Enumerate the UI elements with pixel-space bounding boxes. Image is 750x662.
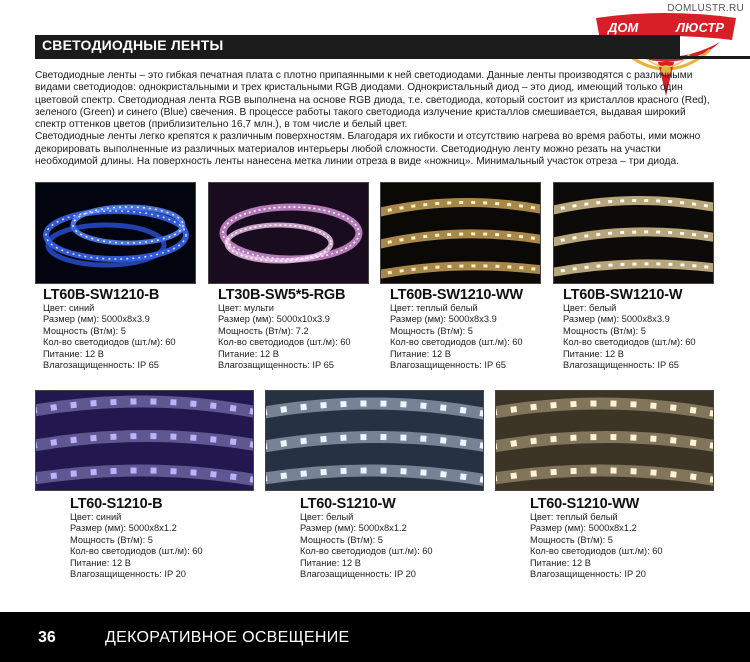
intro-paragraph-1: Светодиодные ленты – это гибкая печатная плата с плотно припаянными к ней светодиодами. Данные ленты производятся с различными видами светодиодов: однокристальными и трех кристальными RGB диодами. Однокристальный диод – это диод, имеющий только один цветовой спектр. Светодиодная лента RGB выполнена на основе RGB диода, т.е. светодиода, который состоит из кристаллов красного (Red), зеленого (Green) и синего (Blue) свечения. В процессе работы такого светодиода излучение кристаллов смешивается, выдавая широкий спектр оттенков цветов (приблизительно 16,7 млн.), в том числе и белый цвет. (35, 70, 710, 131)
product-model: LT60-S1210-W (300, 496, 396, 512)
spec-size: Размер (мм): 5000x8x3.9 (390, 314, 497, 325)
spec-power: Мощность (Вт/м): 5 (43, 325, 126, 336)
spec-size: Размер (мм): 5000x8x1.2 (530, 523, 637, 534)
spec-power: Мощность (Вт/м): 5 (530, 534, 613, 545)
page-footer (0, 612, 750, 662)
spec-leds: Кол-во светодиодов (шт./м): 60 (300, 546, 433, 557)
spec-leds: Кол-во светодиодов (шт./м): 60 (530, 546, 663, 557)
product-photo (380, 182, 541, 284)
intro-text (35, 70, 717, 168)
spec-power: Мощность (Вт/м): 7.2 (218, 325, 309, 336)
spec-power: Мощность (Вт/м): 5 (390, 325, 473, 336)
spec-ip: Влагозащищенность: IP 65 (563, 360, 679, 371)
spec-color: Цвет: белый (563, 303, 617, 313)
spec-ip: Влагозащищенность: IP 65 (43, 360, 159, 371)
spec-color: Цвет: синий (43, 303, 95, 313)
product-model: LT60B-SW1210-WW (390, 287, 523, 303)
spec-leds: Кол-во светодиодов (шт./м): 60 (43, 337, 176, 348)
spec-supply: Питание: 12 В (563, 348, 624, 359)
spec-size: Размер (мм): 5000x8x3.9 (43, 314, 150, 325)
spec-size: Размер (мм): 5000x8x3.9 (563, 314, 670, 325)
spec-power: Мощность (Вт/м): 5 (300, 534, 383, 545)
spec-color: Цвет: теплый белый (530, 512, 618, 522)
spec-size: Размер (мм): 5000x8x1.2 (300, 523, 407, 534)
spec-size: Размер (мм): 5000x10x3.9 (218, 314, 330, 325)
spec-supply: Питание: 12 В (390, 348, 451, 359)
spec-leds: Кол-во светодиодов (шт./м): 60 (218, 337, 351, 348)
product-model: LT60B-SW1210-W (563, 287, 683, 303)
product-model: LT60B-SW1210-B (43, 287, 160, 303)
spec-leds: Кол-во светодиодов (шт./м): 60 (70, 546, 203, 557)
spec-supply: Питание: 12 В (300, 557, 361, 568)
footer-title: ДЕКОРАТИВНОЕ ОСВЕЩЕНИЕ (105, 629, 350, 646)
spec-color: Цвет: теплый белый (390, 303, 478, 313)
spec-leds: Кол-во светодиодов (шт./м): 60 (390, 337, 523, 348)
product-photo (265, 390, 484, 491)
intro-paragraph-2: Светодиодные ленты легко крепятся к различным поверхностям. Благодаря их гибкости и отсутствию нагрева во время работы, ими можно декорировать выполненные из различных материалов интерьеры любой сложности. Светодиодную ленту можно резать на участки необходимой длины. На поверхность ленты нанесена метка линии отреза в виде «ножниц». Минимальный участок отреза – три диода. (35, 131, 701, 168)
product-photo (495, 390, 714, 491)
spec-leds: Кол-во светодиодов (шт./м): 60 (563, 337, 696, 348)
product-photo (35, 390, 254, 491)
spec-supply: Питание: 12 В (70, 557, 131, 568)
spec-ip: Влагозащищенность: IP 65 (390, 360, 506, 371)
spec-size: Размер (мм): 5000x8x1.2 (70, 523, 177, 534)
page-number: 36 (38, 629, 56, 646)
spec-supply: Питание: 12 В (218, 348, 279, 359)
spec-ip: Влагозащищенность: IP 65 (218, 360, 334, 371)
spec-color: Цвет: белый (300, 512, 354, 522)
logo-site-url: DOMLUSTR.RU (667, 3, 744, 14)
spec-color: Цвет: мульти (218, 303, 274, 313)
spec-supply: Питание: 12 В (43, 348, 104, 359)
product-photo (208, 182, 369, 284)
logo-word-1: ДОМ (608, 20, 639, 35)
spec-power: Мощность (Вт/м): 5 (563, 325, 646, 336)
spec-supply: Питание: 12 В (530, 557, 591, 568)
product-model: LT60-S1210-B (70, 496, 163, 512)
section-title: СВЕТОДИОДНЫЕ ЛЕНТЫ (42, 37, 224, 53)
spec-ip: Влагозащищенность: IP 20 (300, 569, 416, 580)
product-model: LT30B-SW5*5-RGB (218, 287, 346, 303)
spec-ip: Влагозащищенность: IP 20 (530, 569, 646, 580)
product-model: LT60-S1210-WW (530, 496, 640, 512)
logo-word-2: ЛЮСТР (676, 20, 724, 35)
spec-ip: Влагозащищенность: IP 20 (70, 569, 186, 580)
product-photo (553, 182, 714, 284)
spec-color: Цвет: синий (70, 512, 122, 522)
section-header (35, 35, 680, 56)
spec-power: Мощность (Вт/м): 5 (70, 534, 153, 545)
product-photo (35, 182, 196, 284)
